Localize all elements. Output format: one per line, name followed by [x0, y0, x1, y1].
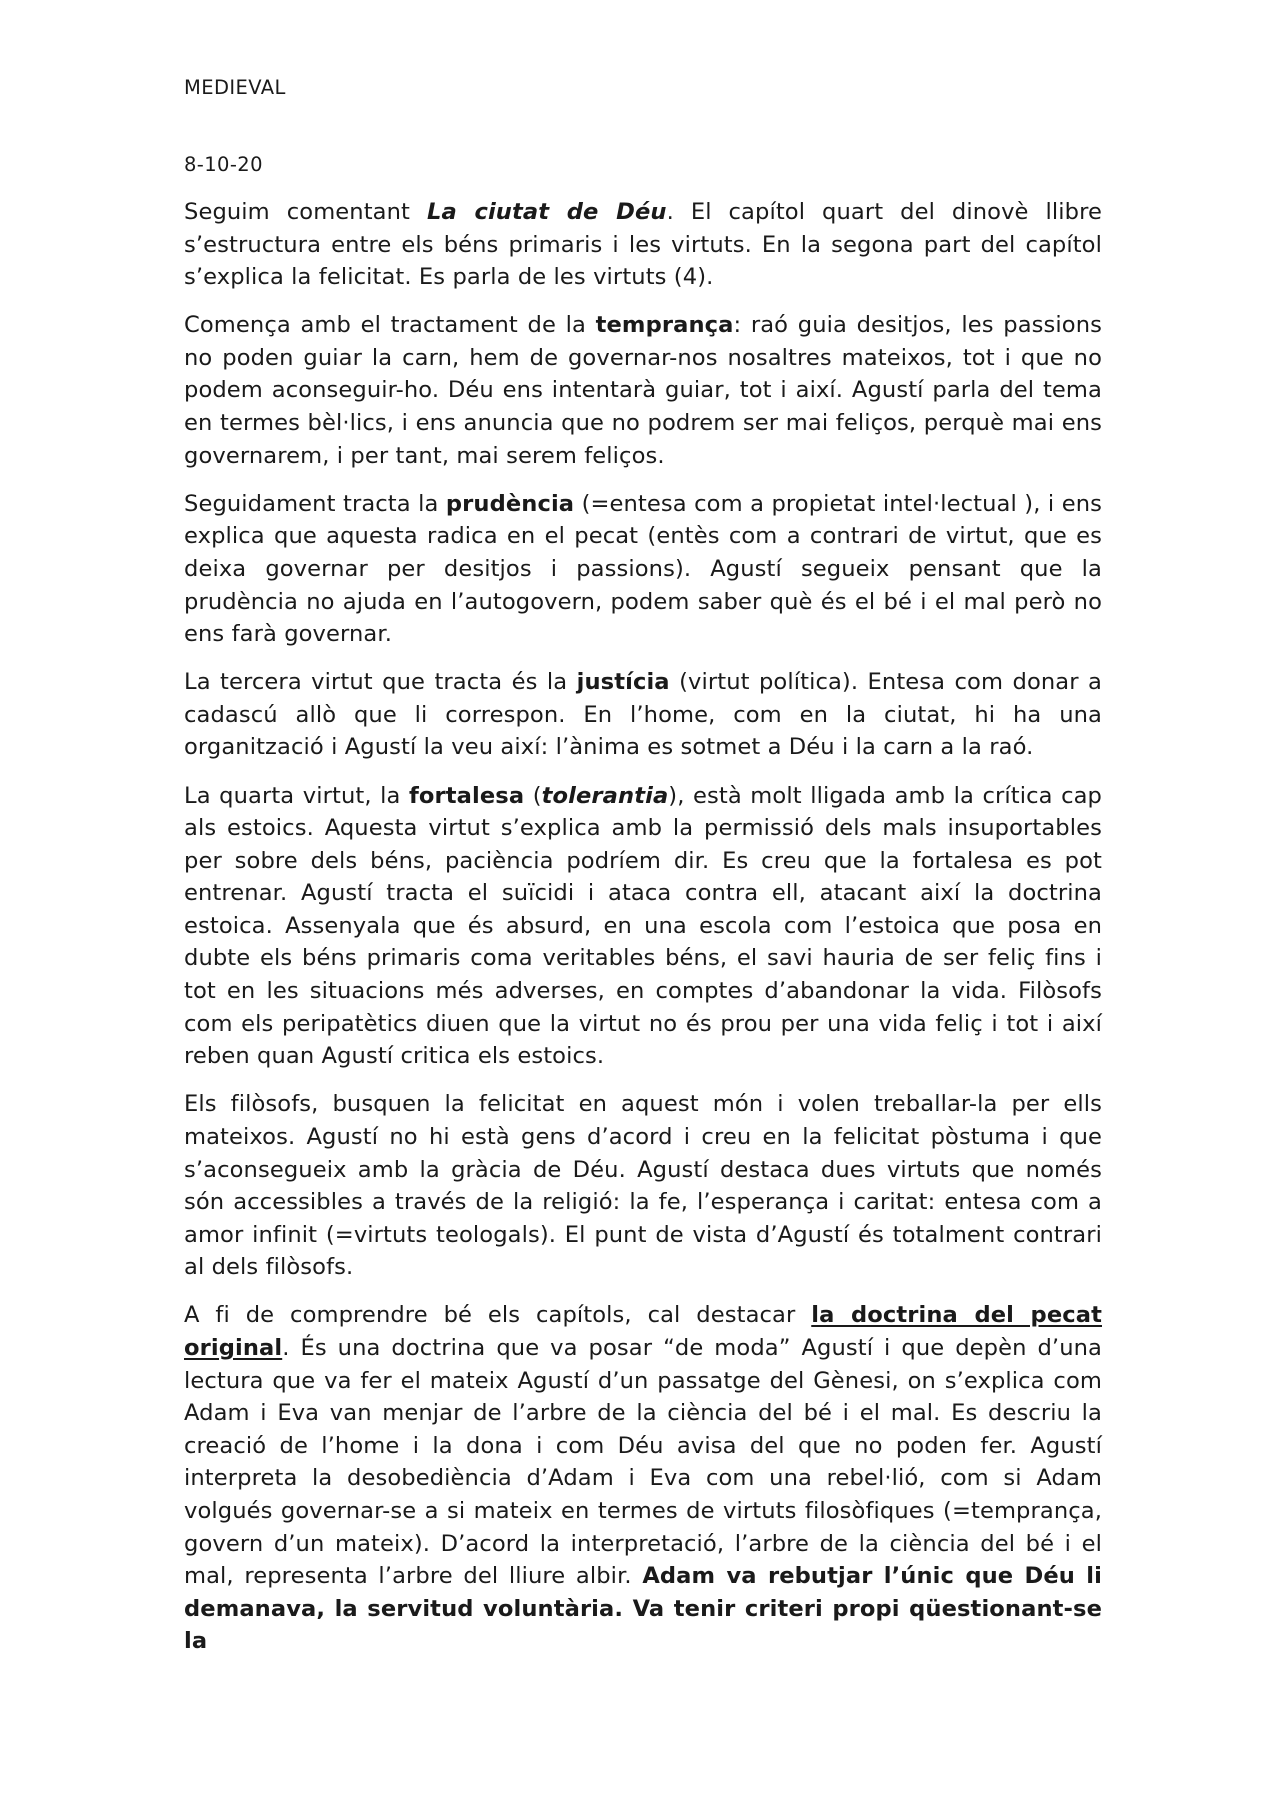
paragraph-6-text-a: Els filòsofs, busquen la felicitat en aquest món i volen treballar-la per ells mateixos. Agustí no hi està gens d’acord i creu en la felicitat pòstuma i que s’aconsegueix amb la gràcia de Déu. Agustí destaca dues virtuts que només són accessibles a través de la religió: la fe, l’esperança i caritat: entesa com a amor infinit (=virtuts teologals). El punt de vista d’Agustí és totalment contrari al dels filòsofs. — [184, 1091, 1102, 1281]
term-temperance: temprança — [595, 312, 734, 339]
paragraph-5-text-e: ), està molt lligada amb la crítica cap als estoics. Aquesta virtut s’explica amb la permissió dels mals insuportables per sobre dels béns, paciència podríem dir. Es creu que la fortalesa es pot entrenar. Agustí tracta el suïcidi i ataca contra ell, atacant així la doctrina estoica. Assenyala que és absurd, en una escola com l’estoica que posa en dubte els béns primaris coma veritables béns, el savi hauria de ser feliç fins i tot en les situacions més adverses, en comptes d’abandonar la vida. Filòsofs com els peripatètics diuen que la virtut no és prou per una vida feliç i tot i així reben quan Agustí critica els estoics. — [184, 782, 1102, 1070]
paragraph-5-text-a: La quarta virtut, la — [184, 782, 409, 809]
paragraph-7-bold-conclusion: Adam va rebutjar l’únic que Déu li demanava, la servitud voluntària. Va tenir criteri propi qüestionant-se la — [184, 1563, 1102, 1655]
paragraph-3-text-a: Seguidament tracta la — [184, 490, 446, 517]
paragraph-7 — [184, 1299, 1102, 1658]
term-prudence: prudència — [445, 490, 575, 517]
paragraph-2 — [184, 309, 1102, 472]
paragraph-4 — [184, 666, 1102, 764]
paragraph-1 — [184, 196, 1102, 294]
term-original-sin: la doctrina del pecat original — [184, 1302, 1102, 1361]
book-title: La ciutat de Déu — [426, 199, 667, 225]
page-header: MEDIEVAL — [184, 76, 286, 99]
date-line: 8-10-20 — [184, 153, 263, 176]
paragraph-4-text-c: (virtut política). Entesa com donar a cadascú allò que li correspon. En l’home, com en la ciutat, hi ha una organització i Agustí la veu així: l’ànima es sotmet a Déu i la carn a la raó. — [184, 669, 1102, 761]
paragraph-7-text-c: . És una doctrina que va posar “de moda” Agustí i que depèn d’una lectura que va fer el mateix Agustí d’un passatge del Gènesi, on s’explica com Adam i Eva van menjar de l’arbre de la ciència del bé i el mal. Es descriu la creació de l’home i la dona i com Déu avisa del que no poden fer. Agustí interpreta la desobediència d’Adam i Eva com una rebel·lió, com si Adam volgués governar-se a si mateix en termes de virtuts filosòfiques (=temprança, govern d’un mateix). D’acord la interpretació, l’arbre de la ciència del bé i el mal, representa l’arbre del lliure albir. — [184, 1335, 1102, 1590]
paragraph-1-text-c: . El capítol quart del dinovè llibre s’estructura entre els béns primaris i les virtuts. En la segona part del capítol s’explica la felicitat. Es parla de les virtuts (4). — [184, 199, 1102, 291]
document-body — [184, 196, 1102, 1673]
paragraph-5-text-c: ( — [524, 782, 542, 809]
term-fortitude: fortalesa — [408, 782, 525, 809]
paragraph-6 — [184, 1088, 1102, 1284]
paragraph-3-text-c: (=entesa com a propietat intel·lectual ), i ens explica que aquesta radica en el pecat (entès com a contrari de virtut, que es deixa governar per desitjos i passions). Agustí segueix pensant que la prudència no ajuda en l’autogovern, podem saber què és el bé i el mal però no ens farà governar. — [184, 490, 1102, 648]
paragraph-1-text-a: Seguim comentant — [184, 199, 427, 225]
paragraph-2-text-c: : raó guia desitjos, les passions no poden guiar la carn, hem de governar-nos nosaltres mateixos, tot i que no podem aconseguir-ho. Déu ens intentarà guiar, tot i així. Agustí parla del tema en termes bèl·lics, i ens anuncia que no podrem ser mai feliços, perquè mai ens governarem, i per tant, mai serem feliços. — [184, 312, 1102, 469]
paragraph-2-text-a: Comença amb el tractament de la — [184, 312, 596, 339]
term-justice: justícia — [576, 669, 670, 696]
paragraph-3 — [184, 488, 1102, 651]
paragraph-5 — [184, 780, 1102, 1073]
paragraph-4-text-a: La tercera virtut que tracta és la — [184, 669, 577, 696]
paragraph-7-text-a: A fi de comprendre bé els capítols, cal destacar — [184, 1302, 812, 1329]
term-tolerantia: tolerantia — [541, 782, 669, 809]
